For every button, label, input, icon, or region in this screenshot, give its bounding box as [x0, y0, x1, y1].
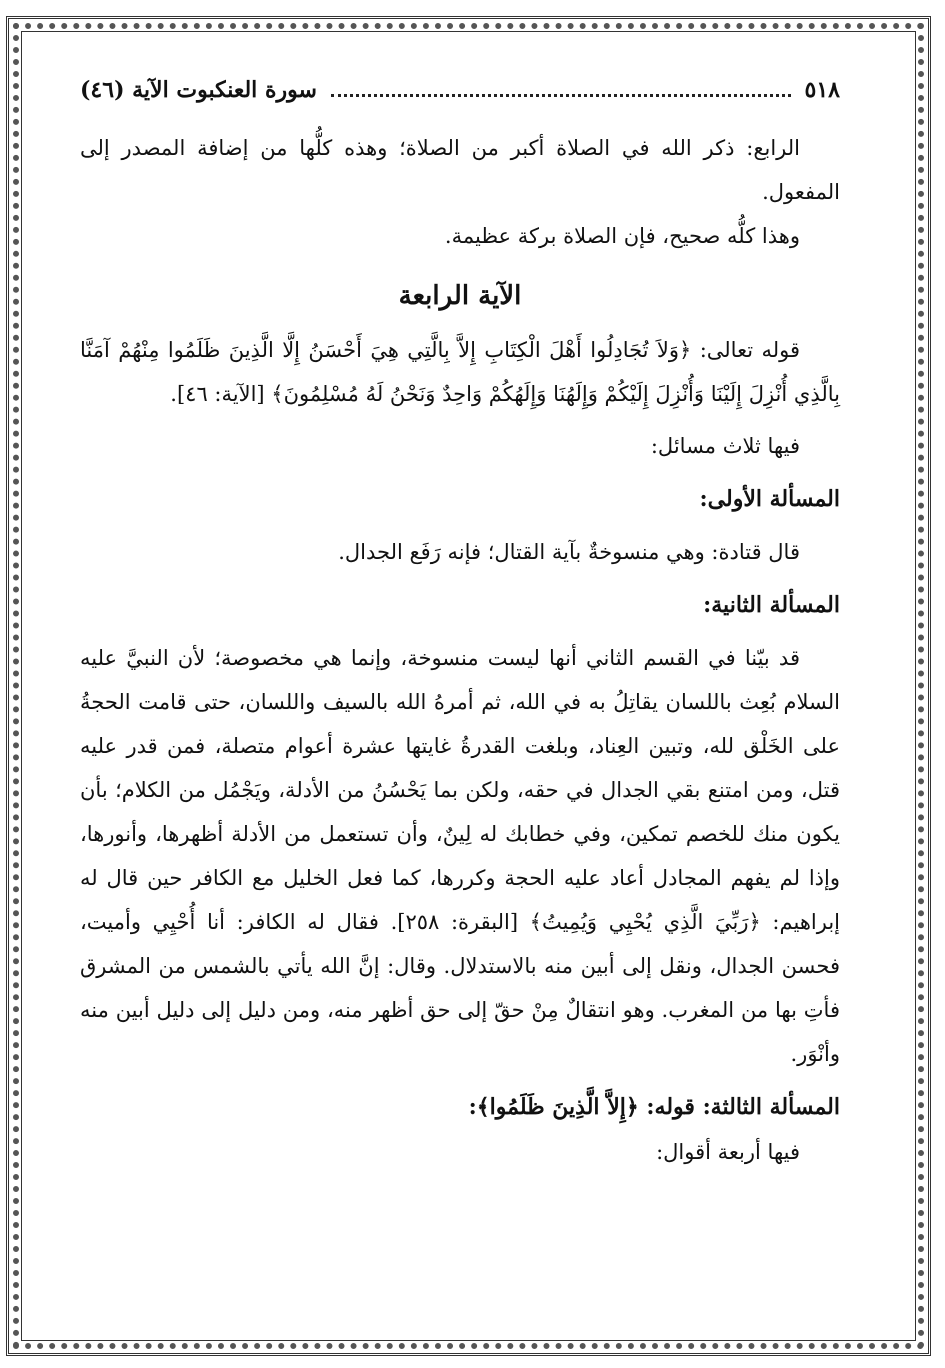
- issues-intro: فيها ثلاث مسائل:: [650, 434, 800, 458]
- surah-title: سورة العنكبوت الآية (٤٦): [80, 77, 317, 103]
- issue-three-title: المسألة الثالثة: قوله: ﴿إِلاَّ الَّذِينَ ظَلَمُوا﴾:: [468, 1094, 840, 1120]
- issue-two-title: المسألة الثانية:: [703, 592, 840, 618]
- paragraph-all-correct: وهذا كلُّه صحيح، فإن الصلاة بركة عظيمة.: [444, 224, 800, 248]
- issue-one-text: قال قتادة: وهي منسوخةٌ بآية القتال؛ فإنه رَفَع الجدال.: [338, 540, 800, 564]
- header-dotted-leader: [331, 94, 791, 97]
- page-number: ٥١٨: [804, 77, 840, 103]
- verse-paragraph: قوله تعالى: ﴿وَلاَ تُجَادِلُوا أَهْلَ الْكِتَابِ إِلاَّ بِالَّتِي هِيَ أَحْسَنُ إِلَّا الَّذِينَ ظَلَمُوا مِنْهُمْ آمَنَّا بِالَّذِي أُنْزِلَ إِلَيْنَا وَأُنْزِلَ إِلَيْكُمْ وَإِلَهُنَا وَإِلَهُكُمْ وَاحِدٌ وَنَحْنُ لَهُ مُسْلِمُونَ﴾ [الآية: ٤٦].: [80, 338, 840, 406]
- paragraph-fourth-opinion: الرابع: ذكر الله في الصلاة أكبر من الصلاة؛ وهذه كلُّها من إضافة المصدر إلى المفعول.: [80, 136, 840, 204]
- issue-two-text: قد بيّنا في القسم الثاني أنها ليست منسوخة، وإنما هي مخصوصة؛ لأن النبيَّ عليه السلام بُعِث باللسان يقاتِلُ به في الله، ثم أمرهُ الله بالسيف واللسان، حتى قامت الحجةُ على الخَلْق لله، وتبين العِناد، وبلغت القدرةُ غايتها عشرة أعوام متصلة، فمن قدر عليه قتل، ومن امتنع بقي الجدال في حقه، ولكن بما يَحْسُنُ من الأدلة، ويَجْمُل من الكلام؛ بأن يكون منك للخصم تمكين، وفي خطابك له لِينٌ، وأن تستعمل من الأدلة أظهرها، وأنورها، وإذا لم يفهم المجادل أعاد عليه الحجة وكررها، كما فعل الخليل مع الكافر حين قال له إبراهيم: ﴿رَبِّيَ الَّذِي يُحْيِي وَيُمِيتُ﴾ [البقرة: ٢٥٨]. فقال له الكافر: أنا أُحْيِي وأميت، فحسن الجدال، ونقل إلى أبين منه بالاستدلال. وقال: إنَّ الله يأتي بالشمس من المشرق فأتِ بها من المغرب. وهو انتقالٌ مِنْ حقّ إلى حق أظهر منه، ومن دليل إلى دليل أبين منه وأنْوَر.: [80, 646, 840, 1066]
- section-heading: الآية الرابعة: [398, 281, 522, 311]
- issue-one-title: المسألة الأولى:: [699, 486, 840, 512]
- running-header: [80, 70, 840, 110]
- book-page: [80, 70, 840, 1310]
- issue-three-text: فيها أربعة أقوال:: [656, 1140, 800, 1164]
